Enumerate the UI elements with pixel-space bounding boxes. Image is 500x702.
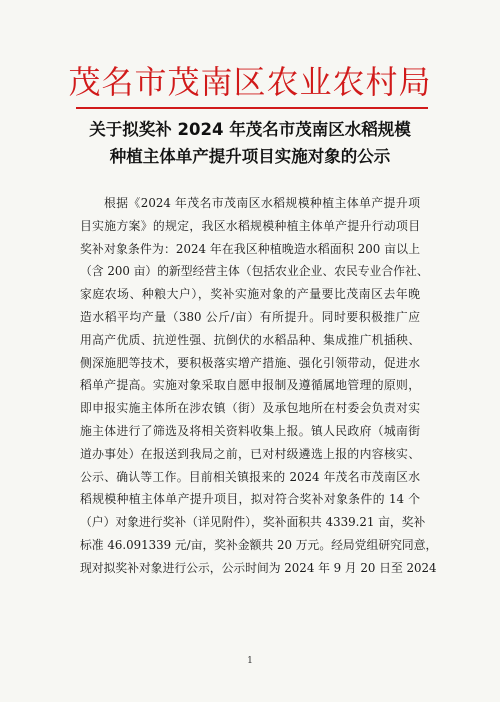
body-line: 标准 46.091339 元/亩，奖补金额共 20 万元。经局党组研究同意， [80, 537, 438, 552]
body-line: 侧深施肥等技术，要积极落实增产措施、强化引领带动，促进水 [80, 355, 420, 370]
document-title-line: 关于拟奖补 2024 年茂名市茂南区水稻规模 [89, 120, 411, 139]
document-body [80, 192, 438, 580]
body-line: 奖补对象条件为：2024 年在我区种植晚造水稻面积 200 亩以上 [80, 241, 420, 256]
body-line: 目实施方案》的规定，我区水稻规模种植主体单产提升行动项目 [80, 218, 420, 233]
document-title [40, 116, 460, 170]
body-line: 稻规模种植主体单产提升项目，拟对符合奖补对象条件的 14 个 [80, 492, 420, 507]
body-line: 施主体进行了筛选及将相关资料收集上报。镇人民政府（城南街 [80, 423, 420, 438]
document-title-line: 种植主体单产提升项目实施对象的公示 [109, 147, 391, 166]
body-line: 根据《2024 年茂名市茂南区水稻规模种植主体单产提升项 [104, 196, 420, 210]
body-line: 即申报实施主体所在涉农镇（街）及承包地所在村委会负责对实 [80, 401, 420, 416]
body-line: 稻单产提高。实施对象采取自愿申报制及遵循属地管理的原则， [80, 378, 420, 393]
body-line: （户）对象进行奖补（详见附件），奖补面积共 4339.21 亩，奖补 [80, 515, 426, 530]
page-number: 1 [247, 656, 253, 666]
body-line: 现对拟奖补对象进行公示，公示时间为 2024 年 9 月 20 日至 2024 [80, 560, 437, 575]
letterhead-red-rule [76, 107, 428, 109]
body-line: 用高产优质、抗逆性强、抗倒伏的水稻品种、集成推广机插秧、 [80, 332, 420, 347]
body-line: （含 200 亩）的新型经营主体（包括农业企业、农民专业合作社、 [80, 264, 429, 279]
letterhead-title: 茂名市茂南区农业农村局 [68, 63, 432, 101]
body-line: 造水稻平均产量（380 公斤/亩）有所提升。同时要积极推广应 [80, 309, 420, 324]
body-line: 道办事处）在报送到我局之前，已对村级遴选上报的内容核实、 [80, 446, 420, 461]
body-line: 家庭农场、种粮大户），奖补实施对象的产量要比茂南区去年晚 [80, 287, 420, 302]
body-line: 公示、确认等工作。目前相关镇报来的 2024 年茂名市茂南区水 [80, 469, 420, 484]
